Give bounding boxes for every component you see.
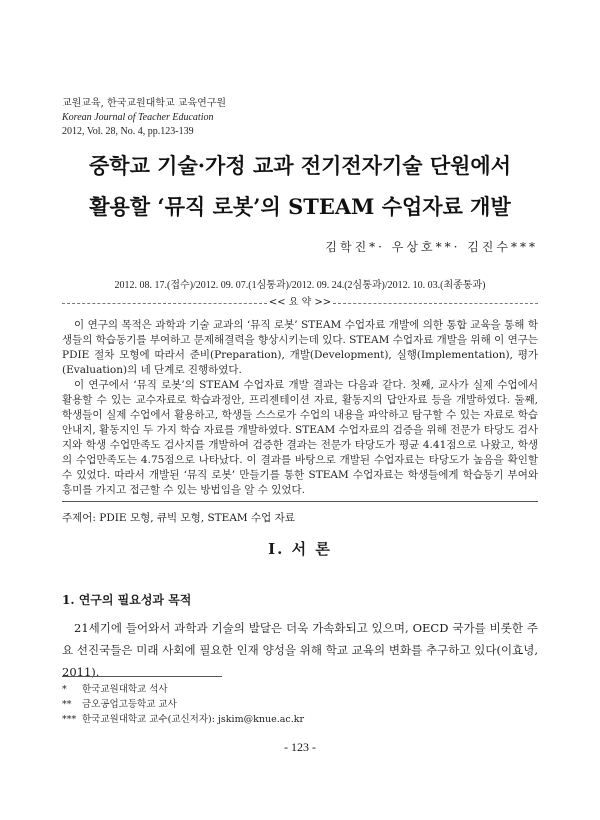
- abstract-paragraph-1: 이 연구의 목적은 과학과 기술 교과의 ‘뮤직 로봇’ STEAM 수업자료 개발에 의한 통합 교육을 통해 학생들의 학습동기를 부여하고 문제해결력을 향상시키는데 있다. STEAM 수업자료 개발을 위해 이 연구는 PDIE 절차 모형에 따라서 준비(Preparation), 개발(Development), 실행(Implementation), 평가(Evaluation)의 네 단계로 진행하였다.: [62, 319, 538, 376]
- keywords: 주제어: PDIE 모형, 큐빅 모형, STEAM 수업 자료: [62, 501, 538, 525]
- footnotes: [62, 682, 304, 727]
- footnote-1: [62, 682, 304, 697]
- footnote-1-mark: *: [62, 684, 67, 695]
- section-heading: I. 서 론: [268, 540, 332, 558]
- footnote-2: [62, 697, 304, 712]
- page-number: - 123 -: [284, 740, 316, 754]
- footnote-3-mark: ***: [62, 714, 77, 725]
- abstract-paragraph-2: 이 연구에서 ‘뮤직 로봇’의 STEAM 수업자료 개발 결과는 다음과 같다. 첫째, 교사가 실제 수업에서 활용할 수 있는 교수자료로 학습과정안, 프리젠테이션 자료, 활동지의 답안자료 등을 개발하였다. 둘째, 학생들이 실제 수업에서 활용하고, 학생들 스스로가 수업의 내용을 파악하고 탐구할 수 있는 자료로 학습안내지, 활동지인 두 가지 학습 자료를 개발하였다. STEAM 수업자료의 검증을 위해 전문가 타당도 검사지와 학생 수업만족도 검사지를 개발하여 검증한 결과는 전문가 타당도가 평균 4.41점으로 나왔고, 학생의 수업만족도는 4.75점으로 나타났다. 이 결과를 바탕으로 개발된 수업자료는 타당도가 높음을 확인할 수 있었다. 따라서 개발된 ‘뮤직 로봇’ 만들기를 통한 STEAM 수업자료는 학생들에게 학습동기 부여와 흥미를 가지고 접근할 수 있는 방법임을 알 수 있었다.: [62, 379, 538, 496]
- abstract-heading: [62, 296, 538, 310]
- footnote-1-text: 한국교원대학교 석사: [82, 684, 168, 695]
- review-dates: 2012. 08. 17.(접수)/2012. 09. 07.(1심통과)/2012. 09. 24.(2심통과)/2012. 10. 03.(최종통과): [114, 280, 486, 291]
- footnote-divider: [62, 676, 222, 677]
- footnote-2-mark: **: [62, 699, 72, 710]
- abstract-heading-rule-right: [333, 303, 538, 304]
- paper-title-line2: 활용할 ‘뮤직 로봇’의 STEAM 수업자료 개발: [89, 194, 511, 219]
- abstract-body: [62, 318, 538, 498]
- journal-name-english: Korean Journal of Teacher Education: [62, 112, 214, 123]
- footnote-2-text: 금오공업고등학교 교사: [82, 699, 177, 710]
- paper-title-line1: 중학교 기술·가정 교과 전기전자기술 단원에서: [89, 153, 511, 178]
- author-list: 김학진*· 우상호**· 김진수***: [325, 240, 538, 254]
- body-text: [62, 617, 538, 683]
- footnote-3-text: 한국교원대학교 교수(교신저자): jskim@knue.ac.kr: [82, 714, 305, 725]
- journal-volume: 2012, Vol. 28, No. 4, pp.123-139: [62, 126, 194, 137]
- footnote-3: [62, 712, 304, 727]
- body-paragraph: 21세기에 들어와서 과학과 기술의 발달은 더욱 가속화되고 있으며, OECD 국가를 비롯한 주요 선진국들은 미래 사회에 필요한 인재 양성을 위해 학교 교육의 변화를 추구하고 있다(이효녕, 2011).: [62, 621, 538, 679]
- abstract-heading-label: << 요 약 >>: [268, 297, 332, 308]
- journal-info: [62, 97, 226, 139]
- subsection-heading: 1. 연구의 필요성과 목적: [62, 593, 192, 607]
- journal-name-korean: 교원교육, 한국교원대학교 교육연구원: [62, 98, 227, 109]
